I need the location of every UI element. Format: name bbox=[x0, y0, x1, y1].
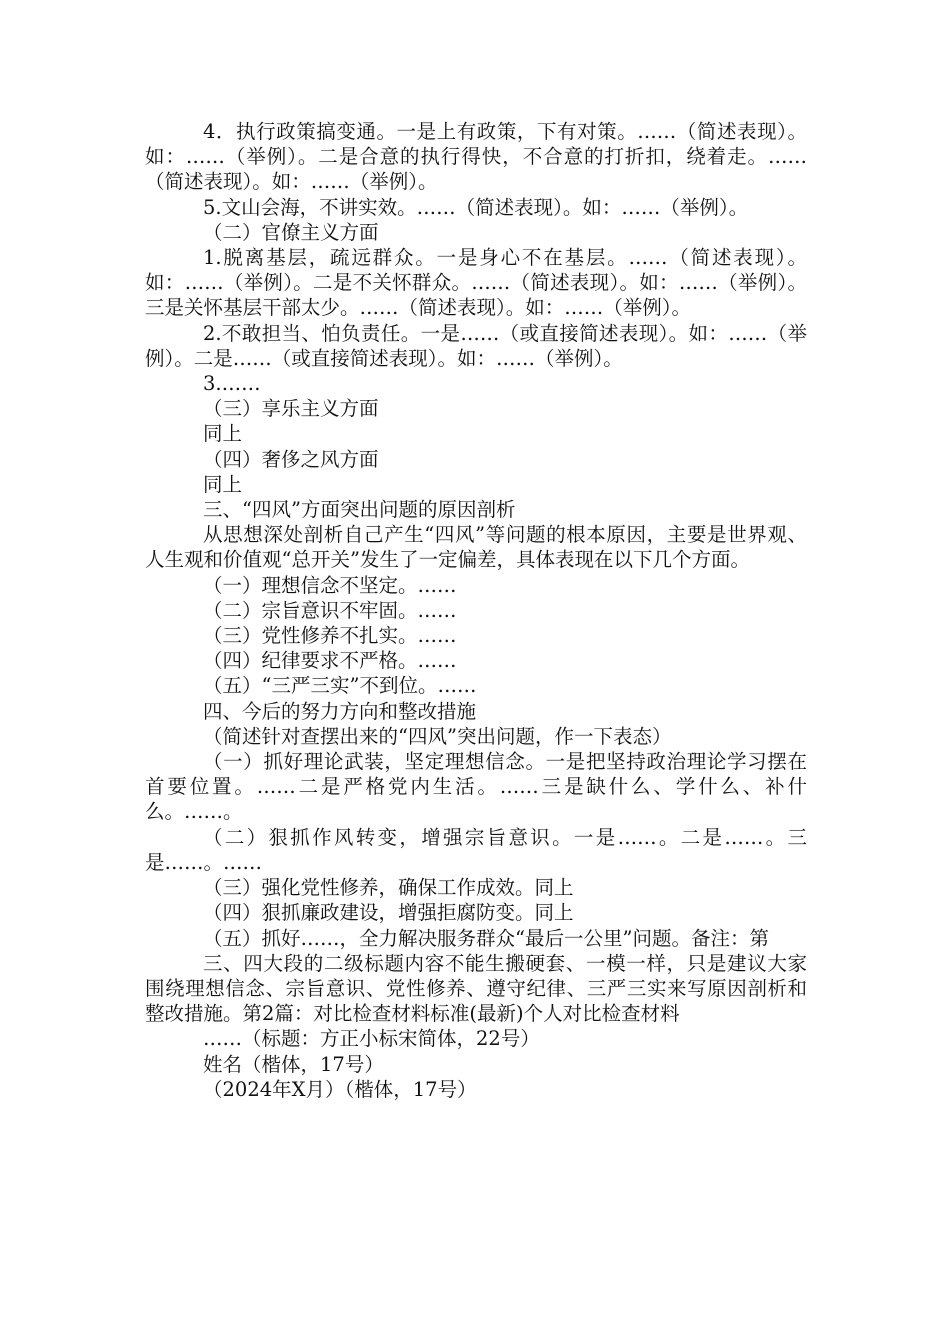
paragraph: 姓名（楷体，17号） bbox=[203, 1052, 384, 1076]
section-heading: （三）享乐主义方面 bbox=[203, 397, 379, 421]
document-body bbox=[145, 119, 807, 1102]
list-item: （五）“三严三实”不到位。…… bbox=[203, 674, 477, 698]
paragraph: （五）抓好……，全力解决服务群众“最后一公里”问题。备注：第 bbox=[203, 926, 769, 950]
list-item: （四）纪律要求不严格。…… bbox=[203, 649, 457, 673]
paragraph: ……（标题：方正小标宋简体，22号） bbox=[203, 1027, 540, 1051]
paragraph: 3.…… bbox=[203, 372, 261, 396]
paragraph: （简述针对查摆出来的“四风”突出问题，作一下表态） bbox=[203, 724, 672, 748]
paragraph: （2024年X月）（楷体，17号） bbox=[203, 1077, 477, 1101]
list-item: （三）党性修养不扎实。…… bbox=[203, 624, 457, 648]
section-heading: （二）官僚主义方面 bbox=[203, 220, 379, 244]
paragraph: 2.不敢担当、怕负责任。一是……（或直接简述表现）。如：……（举例）。二是……（或直接简述表现）。如：……（举例）。 bbox=[145, 321, 807, 370]
paragraph: 1.脱离基层，疏远群众。一是身心不在基层。……（简述表现）。如：……（举例）。二是不关怀群众。……（简述表现）。如：……（举例）。三是关怀基层干部太少。……（简述表现）。如：……（举例）。 bbox=[145, 246, 807, 320]
list-item: （三）强化党性修养，确保工作成效。同上 bbox=[203, 876, 574, 900]
paragraph: 三、四大段的二级标题内容不能生搬硬套、一模一样，只是建议大家围绕理想信念、宗旨意识、党性修养、遵守纪律、三严三实来写原因剖析和整改措施。第2篇：对比检查材料标准(最新)个人对比检查材料 bbox=[145, 951, 807, 1026]
paragraph: 同上 bbox=[203, 422, 243, 446]
list-item: （二）宗旨意识不牢固。…… bbox=[203, 598, 457, 622]
paragraph: 从思想深处剖析自己产生“四风”等问题的根本原因，主要是世界观、人生观和价值观“总开关”发生了一定偏差，具体表现在以下几个方面。 bbox=[145, 523, 807, 572]
section-heading: 四、今后的努力方向和整改措施 bbox=[203, 699, 477, 723]
paragraph: （一）抓好理论武装，坚定理想信念。一是把坚持政治理论学习摆在首要位置。……二是严格党内生活。……三是缺什么、学什么、补什么。……。 bbox=[145, 750, 807, 824]
paragraph: 同上 bbox=[203, 472, 243, 496]
section-heading: 三、“四风”方面突出问题的原因剖析 bbox=[203, 498, 516, 522]
paragraph: 4．执行政策搞变通。一是上有政策，下有对策。……（简述表现）。如：……（举例）。二是合意的执行得快，不合意的打折扣，绕着走。……（简述表现）。如：……（举例）。 bbox=[145, 120, 807, 194]
paragraph: （二）狠抓作风转变，增强宗旨意识。一是……。二是……。三是……。…… bbox=[145, 825, 807, 874]
paragraph: 5.文山会海，不讲实效。……（简述表现）。如：……（举例）。 bbox=[203, 195, 749, 219]
list-item: （一）理想信念不坚定。…… bbox=[203, 573, 457, 597]
list-item: （四）狠抓廉政建设，增强拒腐防变。同上 bbox=[203, 901, 574, 925]
section-heading: （四）奢侈之风方面 bbox=[203, 447, 379, 471]
